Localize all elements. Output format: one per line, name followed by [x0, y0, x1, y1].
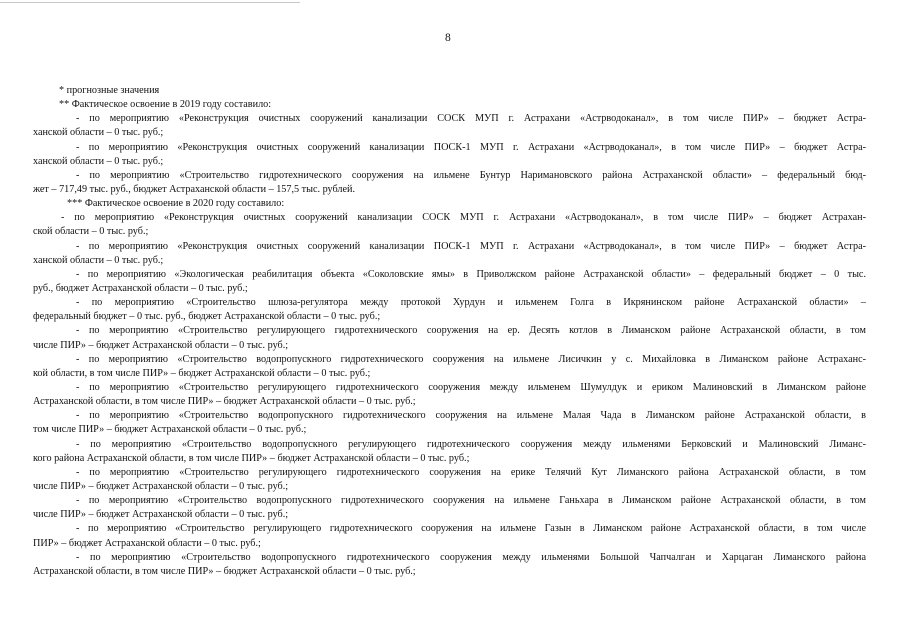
document-body [33, 84, 866, 579]
paragraph-line: - по мероприятию «Строительство регулирующего гидротехнического сооружения на ер. Десять котлов в Лиманском районе Астраханской области, в том [76, 325, 866, 337]
paragraph-line: - по мероприятию «Строительство регулирующего гидротехнического сооружения на ерике Телячий Кут Лиманского района Астраханской области, в том [76, 466, 866, 478]
paragraph-line: - по мероприятию «Строительство водопропускного регулирующего гидротехнического сооружения между ильменями Берковский и Малиновский Лиманс- [76, 438, 866, 450]
paragraph-line: ханской области – 0 тыс. руб.; [33, 155, 164, 167]
page-number: 8 [445, 32, 451, 44]
paragraph-line: - по мероприятию «Реконструкция очистных сооружений канализации ПОСК-1 МУП г. Астрахани «Астрводоканал», в том числе ПИР» – бюджет Астра- [76, 240, 866, 252]
paragraph-line: ской области – 0 тыс. руб.; [33, 226, 149, 238]
paragraph-line: - по мероприятию «Строительство гидротехнического сооружения на ильмене Бунтур Наримановского района Астраханской области» – федеральный бюд- [76, 169, 866, 181]
paragraph-line: - по мероприятию «Реконструкция очистных сооружений канализации СОСК МУП г. Астрахани «Астрводоканал», в том числе ПИР» – бюджет Астра- [76, 113, 866, 125]
paragraph-line: ПИР» – бюджет Астраханской области – 0 тыс. руб.; [33, 537, 261, 549]
paragraph-line: жет – 717,49 тыс. руб., бюджет Астраханской области – 157,5 тыс. рублей. [33, 183, 356, 195]
paragraph-line: ханской области – 0 тыс. руб.; [33, 254, 164, 266]
footnote-line: *** Фактическое освоение в 2020 году составило: [67, 198, 285, 210]
paragraph-line: кой области, в том числе ПИР» – бюджет Астраханской области – 0 тыс. руб.; [33, 367, 371, 379]
paragraph-line: - по мероприятию «Строительство водопропускного гидротехнического сооружения между ильменями Большой Чапчалган и Харцаган Лиманского района [76, 551, 866, 563]
paragraph-line: - по мероприятию «Экологическая реабилитация объекта «Соколовские ямы» в Приволжском районе Астраханской области» – федеральный бюджет – 0 тыс. [76, 268, 866, 280]
paragraph-line: кого района Астраханской области, в том числе ПИР» – бюджет Астраханской области – 0 тыс. руб.; [33, 452, 470, 464]
paragraph-line: числе ПИР» – бюджет Астраханской области – 0 тыс. руб.; [33, 339, 289, 351]
paragraph-line: - по мероприятию «Строительство регулирующего гидротехнического сооружения между ильменем Шумулдук и ериком Малиновский в Лиманском районе [76, 381, 866, 393]
paragraph-line: числе ПИР» – бюджет Астраханской области – 0 тыс. руб.; [33, 480, 289, 492]
paragraph-line: федеральный бюджет – 0 тыс. руб., бюджет Астраханской области – 0 тыс. руб.; [33, 311, 381, 323]
paragraph-line: руб., бюджет Астраханской области – 0 тыс. руб.; [33, 282, 248, 294]
top-rule [0, 2, 300, 3]
paragraph-line: - по мероприятию «Строительство водопропускного гидротехнического сооружения на ильмене Лисичкин у с. Михайловка в Лиманском районе Астраханс- [76, 353, 866, 365]
paragraph-line: Астраханской области, в том числе ПИР» – бюджет Астраханской области – 0 тыс. руб.; [33, 565, 416, 577]
footnote-line: * прогнозные значения [59, 85, 160, 96]
paragraph-line: - по мероприятию «Строительство водопропускного гидротехнического сооружения на ильмене Ганьхара в Лиманском районе Астраханской области, в том [76, 495, 866, 507]
paragraph-line: - по мероприятию «Реконструкция очистных сооружений канализации ПОСК-1 МУП г. Астрахани «Астрводоканал», в том числе ПИР» – бюджет Астра- [76, 141, 866, 153]
footnote-line: ** Фактическое освоение в 2019 году составило: [59, 99, 272, 111]
paragraph-line: - по мероприятию «Строительство водопропускного гидротехнического сооружения на ильмене Малая Чада в Лиманском районе Астраханской области, в [76, 410, 866, 422]
paragraph-line: - по мероприятию «Строительство шлюза-регулятора между протокой Хурдун и ильменем Голга в Икрянинском районе Астраханской области» – [76, 297, 866, 309]
paragraph-line: числе ПИР» – бюджет Астраханской области – 0 тыс. руб.; [33, 509, 289, 521]
paragraph-line: - по мероприятию «Реконструкция очистных сооружений канализации СОСК МУП г. Астрахани «Астрводоканал», в том числе ПИР» – бюджет Астрахан- [61, 212, 866, 224]
paragraph-line: том числе ПИР» – бюджет Астраханской области – 0 тыс. руб.; [33, 424, 307, 436]
paragraph-line: - по мероприятию «Строительство регулирующего гидротехнического сооружения на ильмене Газын в Лиманском районе Астраханской области, в том числе [76, 523, 866, 535]
paragraph-line: Астраханской области, в том числе ПИР» – бюджет Астраханской области – 0 тыс. руб.; [33, 396, 416, 408]
paragraph-line: ханской области – 0 тыс. руб.; [33, 127, 164, 139]
